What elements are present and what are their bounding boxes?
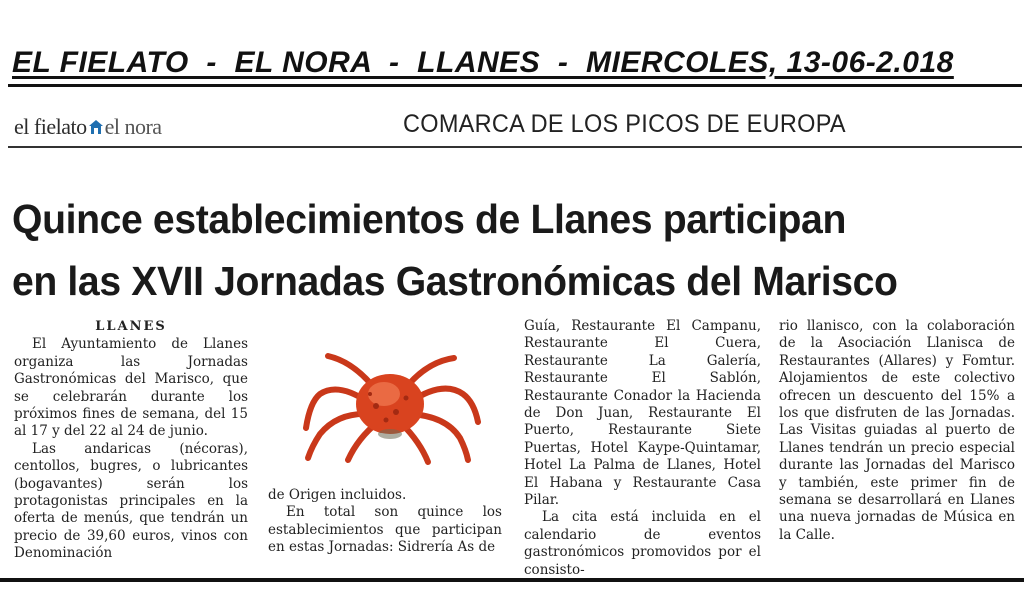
headline-line-1: Quince establecimientos de Llanes participan bbox=[12, 196, 846, 242]
paragraph: Guía, Restaurante El Campanu, Restaurante El Cuera, Restaurante La Galería, Restaurante El Sablón, Restaurante Conador la Hacienda de Don Juan, Restaurante El Puerto, Restaurante Siete Puertas, Hotel Kaype-Quintamar, Hotel La Palma de Llanes, Hotel El Habana y Restaurante Casa Pilar. bbox=[524, 318, 761, 509]
headline-line-2: en las XVII Jornadas Gastronómicas del Marisco bbox=[12, 258, 898, 304]
paragraph: Las andaricas (nécoras), centollos, bugres, o lubricantes (bogavantes) serán los protagonistas principales en la oferta de menús, que tendrán un precio de 39,60 euros, vinos con Denominación bbox=[14, 440, 248, 562]
section-title: COMARCA DE LOS PICOS DE EUROPA bbox=[403, 110, 846, 138]
article-column-2 bbox=[268, 487, 502, 557]
newspaper-logo bbox=[14, 114, 162, 140]
article-headline bbox=[12, 188, 977, 312]
house-icon bbox=[88, 119, 104, 135]
top-banner bbox=[8, 43, 1022, 85]
edition-line: EL FIELATO - EL NORA - LLANES - MIERCOLES, 13-06-2.018 bbox=[12, 46, 954, 79]
logo-text-fielato: el fielato bbox=[14, 114, 87, 139]
paragraph: de Origen incluidos. bbox=[268, 487, 407, 503]
masthead-rule bbox=[8, 146, 1022, 148]
bottom-rule bbox=[0, 578, 1024, 582]
spider-crab-photo bbox=[298, 342, 484, 466]
paragraph: El Ayuntamiento de Llanes organiza las Jornadas Gastronómicas del Marisco, que se celebrarán durante los próximos fines de semana, del 15 al 17 y del 22 al 24 de junio. bbox=[14, 336, 248, 440]
dateline: LLANES bbox=[95, 319, 167, 334]
article-column-3 bbox=[524, 318, 761, 579]
paragraph: La cita está incluida en el calendario de eventos gastronómicos promovidos por el consisto- bbox=[524, 509, 761, 578]
paragraph: rio llanisco, con la colaboración de la Asociación Llanisca de Restaurantes (Allares) y Fomtur. Alojamientos de este colectivo ofrecen un descuento del 15% a los que disfruten de las Jornadas. Las Visitas guiadas al puerto de Llanes tendrán un precio especial durante las Jornadas del Marisco y también, este primer fin de semana se desarrollará en Llanes una nueva jornadas de Música en la Calle. bbox=[779, 318, 1015, 543]
article-column-4 bbox=[779, 318, 1015, 544]
masthead bbox=[8, 108, 1022, 148]
logo-text-nora: el nora bbox=[104, 114, 162, 139]
paragraph: En total son quince los establecimientos que participan en estas Jornadas: Sidrería As de bbox=[268, 504, 502, 556]
article-column-1 bbox=[14, 318, 248, 563]
top-rule bbox=[8, 84, 1022, 87]
